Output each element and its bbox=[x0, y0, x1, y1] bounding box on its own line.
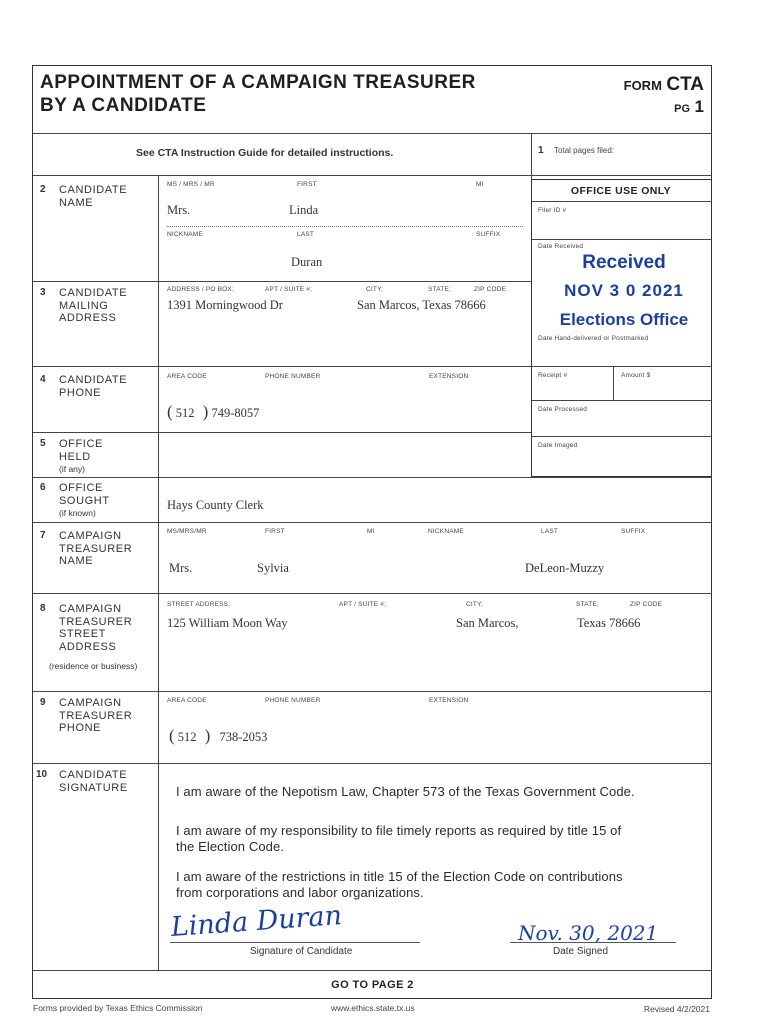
date-signed-line bbox=[510, 942, 676, 943]
office-sought-value: Hays County Clerk bbox=[167, 498, 264, 512]
s3-city-sublabel: CITY; bbox=[366, 286, 384, 293]
s8-state-sublabel: STATE; bbox=[576, 601, 599, 608]
office-divider bbox=[531, 239, 712, 240]
reports-statement-line1: I am aware of my responsibility to file timely reports as required by title 15 of bbox=[176, 823, 622, 838]
row-divider bbox=[33, 691, 712, 692]
office-divider bbox=[531, 201, 712, 202]
office-divider bbox=[613, 366, 614, 400]
s2-prefix-sublabel: MS / MRS / MR bbox=[167, 181, 215, 188]
office-use-title: OFFICE USE ONLY bbox=[570, 185, 672, 197]
candidate-address: 1391 Morningwood Dr bbox=[167, 298, 283, 312]
go-to-page-2: GO TO PAGE 2 bbox=[331, 979, 414, 991]
office-divider bbox=[531, 400, 712, 401]
s2-dotted-line bbox=[167, 226, 523, 227]
header-divider bbox=[33, 133, 712, 134]
office-divider bbox=[531, 436, 712, 437]
received-stamp-date: NOV 3 0 2021 bbox=[564, 281, 684, 300]
treasurer-first-name: Sylvia bbox=[257, 561, 289, 575]
treasurer-prefix: Mrs. bbox=[169, 561, 193, 575]
s7-prefix-sublabel: MS/MRS/MR bbox=[167, 528, 207, 535]
s8-residence-note: (residence or business) bbox=[49, 661, 138, 671]
s2-suffix-sublabel: SUFFIX bbox=[476, 231, 501, 238]
s4-area-sublabel: AREA CODE bbox=[167, 373, 207, 380]
row-divider bbox=[33, 477, 712, 478]
s3-state-sublabel: STATE; bbox=[428, 286, 451, 293]
s2-last-sublabel: LAST bbox=[297, 231, 315, 238]
form-title-line1: APPOINTMENT OF A CAMPAIGN TREASURER bbox=[40, 72, 476, 93]
date-received-label: Date Received bbox=[538, 243, 584, 250]
footer-website: www.ethics.state.tx.us bbox=[331, 1003, 415, 1013]
candidate-prefix: Mrs. bbox=[167, 203, 191, 217]
date-imaged-label: Date Imaged bbox=[538, 442, 578, 449]
treasurer-city: San Marcos, bbox=[456, 616, 519, 630]
row-divider bbox=[33, 763, 712, 764]
received-stamp: Received bbox=[582, 252, 666, 273]
row-divider bbox=[33, 593, 712, 594]
treasurer-state-zip: Texas 78666 bbox=[577, 616, 641, 630]
row-divider bbox=[33, 175, 712, 176]
candidate-phone: ( 512 ) 749-8057 bbox=[167, 402, 260, 421]
s8-city-sublabel: CITY; bbox=[466, 601, 484, 608]
s3-zip-sublabel: ZIP CODE bbox=[474, 286, 507, 293]
s7-suffix-sublabel: SUFFIX bbox=[621, 528, 646, 535]
s3-address-sublabel: ADDRESS / PO BOX; bbox=[167, 286, 234, 293]
filer-id-label: Filer ID # bbox=[538, 207, 567, 214]
instructions-note: See CTA Instruction Guide for detailed instructions. bbox=[136, 147, 394, 159]
s4-extension-sublabel: EXTENSION bbox=[429, 373, 469, 380]
signature-line bbox=[170, 942, 420, 943]
row-divider bbox=[33, 366, 531, 367]
page-number: PG 1 bbox=[674, 97, 704, 116]
received-stamp-office: Elections Office bbox=[559, 310, 689, 329]
date-signed-label: Date Signed bbox=[553, 946, 609, 957]
s7-first-sublabel: FIRST bbox=[265, 528, 285, 535]
treasurer-street: 125 William Moon Way bbox=[167, 616, 288, 630]
s4-phone-sublabel: PHONE NUMBER bbox=[265, 373, 321, 380]
date-processed-label: Date Processed bbox=[538, 406, 588, 413]
treasurer-last-name: DeLeon-Muzzy bbox=[525, 561, 605, 575]
row-divider bbox=[33, 970, 712, 971]
footer-provider: Forms provided by Texas Ethics Commission bbox=[33, 1003, 203, 1013]
s9-area-sublabel: AREA CODE bbox=[167, 697, 207, 704]
contributions-statement-line1: I am aware of the restrictions in title 15 of the Election Code on contributions bbox=[176, 869, 623, 884]
hand-delivered-label: Date Hand-delivered or Postmarked bbox=[538, 335, 649, 342]
s8-zip-sublabel: ZIP CODE bbox=[630, 601, 663, 608]
footer-revised: Revised 4/2/2021 bbox=[643, 1004, 710, 1014]
candidate-city-state-zip: San Marcos, Texas 78666 bbox=[357, 298, 486, 312]
amount-label: Amount $ bbox=[621, 372, 651, 379]
office-divider bbox=[531, 366, 712, 367]
form-code: FORM CTA bbox=[623, 74, 704, 95]
s8-street-sublabel: STREET ADDRESS; bbox=[167, 601, 231, 608]
date-signed-value: Nov. 30, 2021 bbox=[518, 921, 659, 945]
s7-last-sublabel: LAST bbox=[541, 528, 559, 535]
contributions-statement-line2: from corporations and labor organizations. bbox=[176, 885, 424, 900]
receipt-label: Receipt # bbox=[538, 372, 568, 379]
s9-phone-sublabel: PHONE NUMBER bbox=[265, 697, 321, 704]
row-divider bbox=[33, 281, 531, 282]
s2-mi-sublabel: MI bbox=[476, 181, 484, 188]
label-column-divider bbox=[158, 175, 159, 970]
candidate-first-name: Linda bbox=[289, 203, 319, 217]
row-divider bbox=[33, 432, 531, 433]
treasurer-phone: ( 512 ) 738-2053 bbox=[169, 726, 268, 745]
reports-statement-line2: the Election Code. bbox=[176, 839, 285, 854]
row-divider bbox=[33, 522, 712, 523]
nepotism-statement: I am aware of the Nepotism Law, Chapter 573 of the Texas Government Code. bbox=[176, 784, 635, 799]
s8-apt-sublabel: APT / SUITE #; bbox=[339, 601, 387, 608]
total-pages: 1 Total pages filed: bbox=[538, 145, 615, 156]
s3-apt-sublabel: APT / SUITE #; bbox=[265, 286, 313, 293]
s7-mi-sublabel: MI bbox=[367, 528, 375, 535]
form-title-line2: BY A CANDIDATE bbox=[40, 95, 207, 116]
candidate-signature: Linda Duran bbox=[169, 900, 343, 943]
s2-nickname-sublabel: NICKNAME bbox=[167, 231, 203, 238]
signature-label: Signature of Candidate bbox=[250, 946, 353, 957]
s7-nickname-sublabel: NICKNAME bbox=[428, 528, 464, 535]
s9-extension-sublabel: EXTENSION bbox=[429, 697, 469, 704]
s2-first-sublabel: FIRST bbox=[297, 181, 317, 188]
candidate-last-name: Duran bbox=[291, 255, 323, 269]
